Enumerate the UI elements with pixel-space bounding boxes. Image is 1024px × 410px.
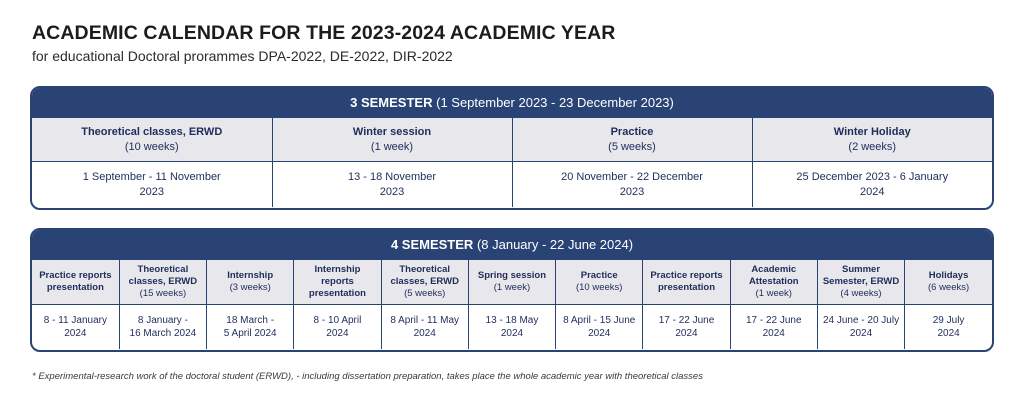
column-name: Internship <box>227 270 274 281</box>
table-header-cell <box>730 260 817 305</box>
table-header-cell <box>512 118 752 162</box>
date-range: 17 - 22 June 2024 <box>745 315 802 339</box>
table-cell <box>207 305 294 350</box>
table-header-cell <box>119 260 206 305</box>
table-header-cell <box>817 260 904 305</box>
table-header-cell <box>207 260 294 305</box>
column-name: Practice <box>610 125 654 138</box>
table-header-cell <box>905 260 992 305</box>
table-cell <box>381 305 468 350</box>
table-header-cell <box>381 260 468 305</box>
table-cell <box>32 162 272 208</box>
semester-4-label: 4 SEMESTER <box>390 237 474 252</box>
column-name: Practice reports presentation <box>39 270 112 293</box>
table-cell <box>119 305 206 350</box>
semester-4-dates-row <box>32 305 992 350</box>
date-range: 8 April - 11 May 2024 <box>390 315 460 339</box>
column-name: Winter Holiday <box>833 125 911 138</box>
table-cell <box>730 305 817 350</box>
column-name: Internship reports presentation <box>308 264 366 299</box>
date-range: 8 January - 16 March 2024 <box>129 315 197 339</box>
semester-4-header-row <box>32 260 992 305</box>
semester-3-range: (1 September 2023 - 23 December 2023) <box>436 95 674 110</box>
table-cell <box>817 305 904 350</box>
semester-3-dates-row <box>32 162 992 208</box>
column-duration: (15 weeks) <box>139 288 187 299</box>
table-cell <box>905 305 992 350</box>
column-name: Practice reports presentation <box>650 270 723 293</box>
table-header-cell <box>752 118 992 162</box>
column-duration: (3 weeks) <box>229 282 271 293</box>
table-cell <box>752 162 992 208</box>
table-header-cell <box>272 118 512 162</box>
semester-3-table <box>32 118 992 207</box>
semester-3-label: 3 SEMESTER <box>350 95 433 110</box>
table-header-cell <box>32 260 119 305</box>
date-range: 24 June - 20 July 2024 <box>822 315 900 339</box>
date-range: 25 December 2023 - 6 January 2024 <box>796 170 949 198</box>
table-cell <box>272 162 512 208</box>
column-name: Practice <box>580 270 618 281</box>
date-range: 17 - 22 June 2024 <box>658 315 715 339</box>
table-cell <box>32 305 119 350</box>
column-name: Theoretical classes, ERWD <box>390 264 459 287</box>
table-header-cell <box>643 260 730 305</box>
column-duration: (4 weeks) <box>840 288 882 299</box>
date-range: 18 March - 5 April 2024 <box>223 315 277 339</box>
table-cell <box>556 305 643 350</box>
column-name: Holidays <box>928 270 969 281</box>
table-cell <box>512 162 752 208</box>
column-name: Spring session <box>477 270 547 281</box>
column-duration: (10 weeks) <box>575 282 623 293</box>
table-header-cell <box>294 260 381 305</box>
column-duration: (1 week) <box>755 288 792 299</box>
semester-4-table <box>32 260 992 349</box>
column-name: Theoretical classes, ERWD <box>128 264 198 287</box>
semester-3-panel <box>30 86 994 210</box>
column-duration: (5 weeks) <box>404 288 446 299</box>
column-name: Theoretical classes, ERWD <box>81 125 223 138</box>
semester-4-range: (8 January - 22 June 2024) <box>476 237 634 252</box>
column-name: Winter session <box>352 125 432 138</box>
table-header-cell <box>556 260 643 305</box>
semester-3-header <box>32 88 992 118</box>
column-duration: (5 weeks) <box>608 140 656 153</box>
table-header-cell <box>32 118 272 162</box>
date-range: 8 - 11 January 2024 <box>43 315 107 339</box>
page-subtitle: for educational Doctoral prorammes DPA-2022, DE-2022, DIR-2022 <box>32 48 453 64</box>
page-title: ACADEMIC CALENDAR FOR THE 2023-2024 ACADEMIC YEAR <box>32 22 616 44</box>
date-range: 13 - 18 May 2024 <box>485 315 539 339</box>
column-duration: (1 week) <box>493 282 531 293</box>
table-cell <box>294 305 381 350</box>
footnote: * Experimental-research work of the doctoral student (ERWD), - including dissertation preparation, takes place the whole academic year with theoretical classes <box>32 371 703 382</box>
date-range: 29 July 2024 <box>932 315 965 339</box>
table-header-cell <box>468 260 555 305</box>
table-cell <box>643 305 730 350</box>
semester-4-header <box>32 230 992 260</box>
column-duration: (2 weeks) <box>848 140 897 153</box>
semester-4-panel <box>30 228 994 352</box>
column-name: Summer Semester, ERWD <box>822 264 900 287</box>
column-duration: (1 week) <box>370 140 414 153</box>
column-name: Academic Attestation <box>748 264 799 287</box>
date-range: 8 April - 15 June 2024 <box>563 315 636 339</box>
date-range: 13 - 18 November 2023 <box>347 170 437 198</box>
column-duration: (10 weeks) <box>124 140 179 153</box>
column-duration: (6 weeks) <box>927 282 970 293</box>
table-cell <box>468 305 555 350</box>
date-range: 8 - 10 April 2024 <box>313 315 362 339</box>
date-range: 1 September - 11 November 2023 <box>82 170 221 198</box>
date-range: 20 November - 22 December 2023 <box>561 170 703 198</box>
semester-3-header-row <box>32 118 992 162</box>
